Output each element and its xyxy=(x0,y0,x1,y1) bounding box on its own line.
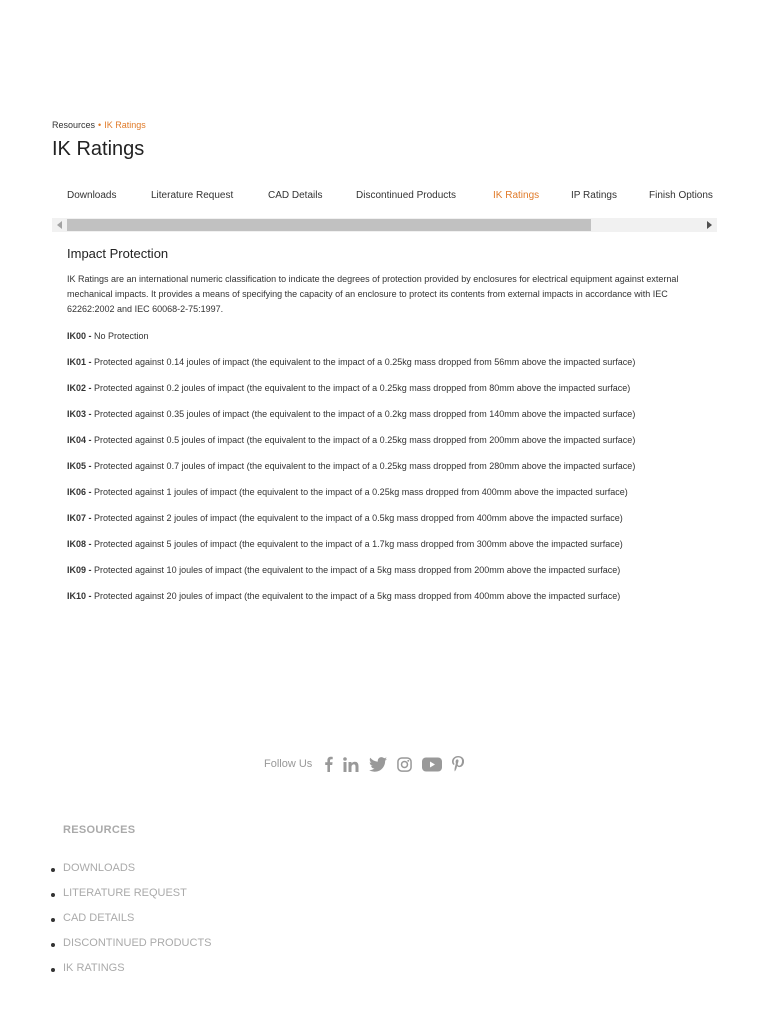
intro-paragraph: IK Ratings are an international numeric classification to indicate the degrees of protection provided by enclosures for electrical equipment against external mechanical impacts. It provides a means of specifying the capacity of an enclosure to protect its contents from external impacts in accordance with IEC 62262:2002 and IEC 60068-2-75:1997. xyxy=(67,274,679,314)
footer-link-literature-request[interactable]: LITERATURE REQUEST xyxy=(63,887,212,912)
tab-cad-details[interactable]: CAD Details xyxy=(268,190,323,201)
footer-link-cad-details[interactable]: CAD DETAILS xyxy=(63,912,212,937)
rating-item xyxy=(67,589,707,604)
breadcrumb-current: IK Ratings xyxy=(104,120,146,130)
section-heading: Impact Protection xyxy=(67,246,169,261)
rating-item xyxy=(67,355,707,370)
rating-code: IK05 - xyxy=(67,461,92,471)
rating-item xyxy=(67,459,707,474)
page-title: IK Ratings xyxy=(52,138,145,160)
ratings-list xyxy=(67,329,707,604)
footer-resources-heading: RESOURCES xyxy=(63,824,136,836)
arrow-left-icon xyxy=(57,221,62,229)
rating-code: IK09 - xyxy=(67,565,92,575)
breadcrumb xyxy=(52,120,146,130)
tab-finish-options[interactable]: Finish Options xyxy=(649,190,713,201)
arrow-right-icon xyxy=(707,221,712,229)
linkedin-icon[interactable] xyxy=(343,754,359,774)
twitter-icon[interactable] xyxy=(369,754,387,774)
rating-item xyxy=(67,381,707,396)
rating-description: Protected against 0.7 joules of impact (the equivalent to the impact of a 0.25kg mass dropped from 280mm above the impacted surface) xyxy=(91,461,636,471)
rating-item xyxy=(67,537,707,552)
breadcrumb-separator: • xyxy=(98,120,102,130)
rating-description: Protected against 2 joules of impact (the equivalent to the impact of a 0.5kg mass dropped from 400mm above the impacted surface) xyxy=(91,513,623,523)
rating-description: Protected against 0.5 joules of impact (the equivalent to the impact of a 0.25kg mass dropped from 200mm above the impacted surface) xyxy=(91,435,636,445)
tab-ik-ratings[interactable]: IK Ratings xyxy=(493,190,540,201)
rating-description: No Protection xyxy=(91,331,149,341)
pinterest-icon[interactable] xyxy=(452,754,464,774)
rating-item xyxy=(67,433,707,448)
rating-description: Protected against 0.2 joules of impact (the equivalent to the impact of a 0.25kg mass dropped from 80mm above the impacted surface) xyxy=(91,383,631,393)
rating-code: IK00 - xyxy=(67,331,92,341)
youtube-icon[interactable] xyxy=(422,754,442,774)
rating-item xyxy=(67,511,707,526)
scroll-left-button[interactable] xyxy=(52,218,67,232)
instagram-icon[interactable] xyxy=(397,754,412,774)
rating-code: IK10 - xyxy=(67,591,92,601)
rating-item xyxy=(67,329,707,344)
footer-link-downloads[interactable]: DOWNLOADS xyxy=(63,862,212,887)
rating-code: IK04 - xyxy=(67,435,92,445)
scrollbar-thumb[interactable] xyxy=(67,219,591,231)
tab-scrollbar[interactable] xyxy=(52,218,717,232)
footer-link-discontinued-products[interactable]: DISCONTINUED PRODUCTS xyxy=(63,937,212,962)
rating-code: IK02 - xyxy=(67,383,92,393)
scroll-right-button[interactable] xyxy=(702,218,717,232)
tab-ip-ratings[interactable]: IP Ratings xyxy=(571,190,617,201)
rating-item xyxy=(67,407,707,422)
rating-code: IK07 - xyxy=(67,513,92,523)
rating-item xyxy=(67,485,707,500)
rating-description: Protected against 1 joules of impact (the equivalent to the impact of a 0.25kg mass dropped from 400mm above the impacted surface) xyxy=(91,487,628,497)
footer-resources-list xyxy=(63,862,212,987)
facebook-icon[interactable] xyxy=(324,754,333,774)
tab-discontinued-products[interactable]: Discontinued Products xyxy=(356,190,457,201)
rating-description: Protected against 10 joules of impact (the equivalent to the impact of a 5kg mass dropped from 200mm above the impacted surface) xyxy=(91,565,621,575)
rating-description: Protected against 5 joules of impact (the equivalent to the impact of a 1.7kg mass dropped from 300mm above the impacted surface) xyxy=(91,539,623,549)
rating-code: IK01 - xyxy=(67,357,92,367)
rating-code: IK03 - xyxy=(67,409,92,419)
tab-bar xyxy=(52,190,717,210)
breadcrumb-resources-link[interactable]: Resources xyxy=(52,120,96,130)
footer-link-ik-ratings[interactable]: IK RATINGS xyxy=(63,962,212,987)
follow-us xyxy=(264,754,474,774)
main-content xyxy=(67,246,707,615)
rating-description: Protected against 0.35 joules of impact (the equivalent to the impact of a 0.2kg mass dropped from 140mm above the impacted surface) xyxy=(91,409,636,419)
follow-us-label: Follow Us xyxy=(264,758,313,770)
tab-downloads[interactable]: Downloads xyxy=(67,190,117,201)
rating-item xyxy=(67,563,707,578)
rating-code: IK06 - xyxy=(67,487,92,497)
rating-description: Protected against 20 joules of impact (the equivalent to the impact of a 5kg mass dropped from 400mm above the impacted surface) xyxy=(91,591,621,601)
tab-literature-request[interactable]: Literature Request xyxy=(151,190,234,201)
rating-description: Protected against 0.14 joules of impact (the equivalent to the impact of a 0.25kg mass dropped from 56mm above the impacted surface) xyxy=(91,357,636,367)
rating-code: IK08 - xyxy=(67,539,92,549)
